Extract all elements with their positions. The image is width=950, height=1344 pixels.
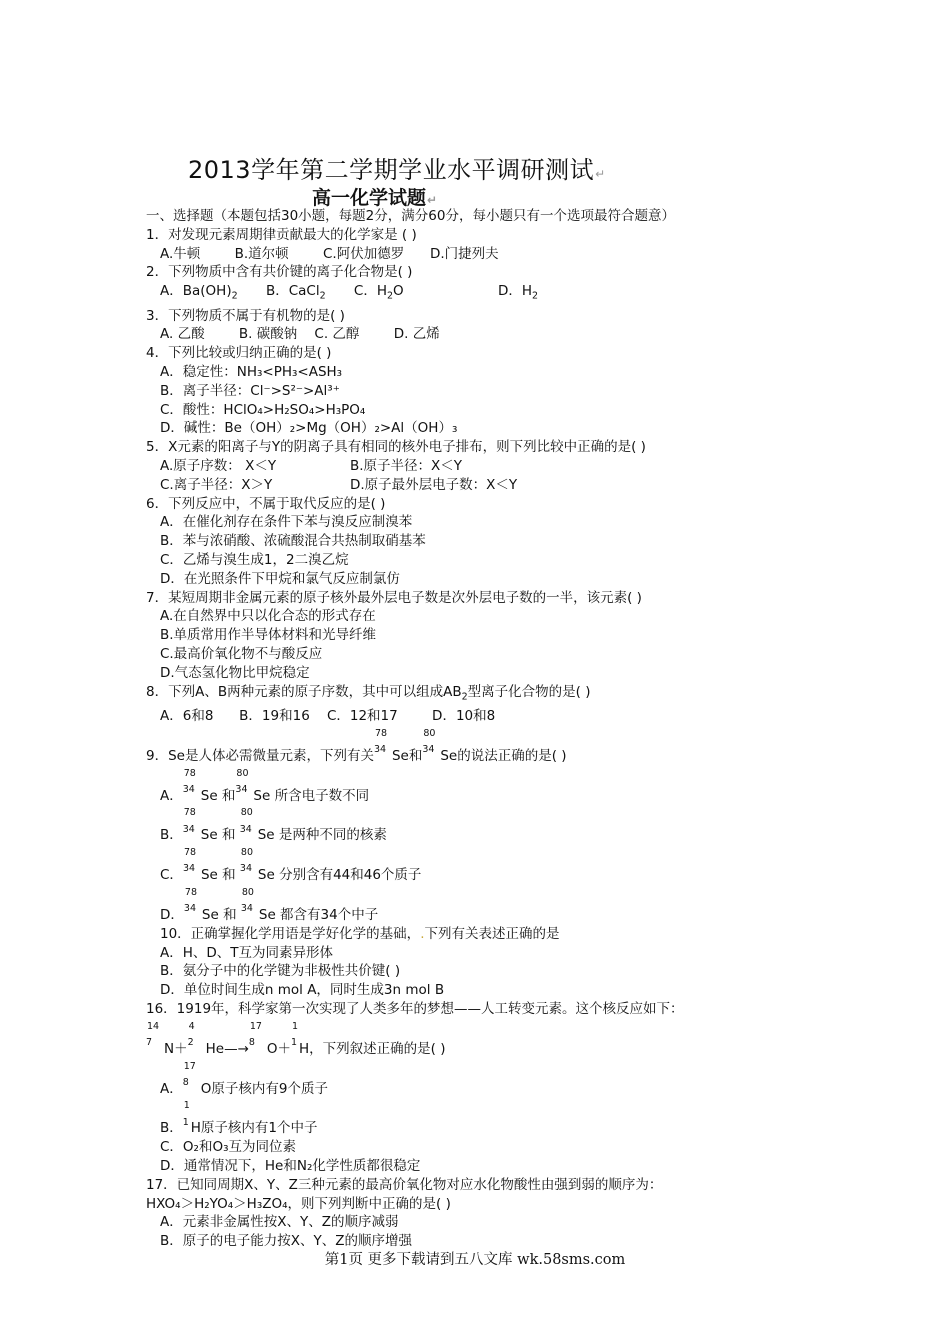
- q2-options: A．$Ba(OH)_2$ B．CaCl$_2$ C．$H_2O$ D．$H_2$: [160, 283, 539, 302]
- question-list: [146, 207, 806, 1251]
- q6-option-a: A．在催化剂存在条件下苯与溴反应制溴苯: [160, 514, 413, 531]
- q5-options-row1: A.原子序数： X＜Y B.原子半径：X＜Y: [160, 458, 463, 475]
- q9-stem: 9．Se是人体必需微量元素，下列有关 78 34 Se和 80 34 Se的说法正确的是( ): [146, 727, 567, 764]
- q7-stem: 7．某短周期非金属元素的原子核外最外层电子数是次外层电子数的一半，该元素( ): [146, 589, 642, 606]
- q2-stem: 2．下列物质中含有共价键的离子化合物是( ): [146, 264, 413, 281]
- q16-option-d: D．通常情况下，He和N₂化学性质都很稳定: [160, 1158, 421, 1175]
- q16-equation: 14 7 N＋ 4 2 He—→ 17 8 O＋ 1 1 H，下列叙述正确的是( ): [146, 1020, 446, 1057]
- q17-stem-line2: HXO₄＞H₂YO₄＞H₃ZO₄，则下列判断中正确的是( ): [146, 1195, 451, 1212]
- q4-option-c: C．酸性：HClO₄>H₂SO₄>H₃PO₄: [160, 401, 366, 418]
- isotope-se80: 80 34: [422, 727, 436, 756]
- exam-subtitle: 高一化学试题↵: [312, 187, 438, 209]
- exam-title: 2013学年第二学期学业水平调研测试↵: [188, 156, 606, 184]
- q6-stem: 6．下列反应中，不属于取代反应的是( ): [146, 495, 386, 512]
- q8-options: A．6和8 B．19和16 C．12和17 D．10和8: [160, 708, 496, 725]
- q4-option-d: D．碱性：Be（OH）₂>Mg（OH）₂>Al（OH）₃: [160, 420, 458, 437]
- q10-option-a: A．H、D、T互为同素异形体: [160, 944, 334, 961]
- q3-stem: 3．下列物质不属于有机物的是( ): [146, 307, 345, 324]
- q6-option-d: D．在光照条件下甲烷和氯气反应制氯仿: [160, 570, 400, 587]
- q4-option-b: B．离子半径：Cl⁻>S²⁻>Al³⁺: [160, 382, 340, 399]
- q10-option-d: D．单位时间生成n mol A，同时生成3n mol B: [160, 982, 445, 999]
- q4-stem: 4．下列比较或归纳正确的是( ): [146, 345, 332, 362]
- q8-stem: 8．下列A、B两种元素的原子序数，其中可以组成$AB_2$型离子化合物的是( ): [146, 683, 591, 703]
- q16-option-c: C．O₂和O₃互为同位素: [160, 1139, 297, 1156]
- q7-option-c: C.最高价氧化物不与酸反应: [160, 646, 323, 663]
- q7-option-d: D.气态氢化物比甲烷稳定: [160, 664, 310, 681]
- q16-option-b: B． 1 1 H原子核内有1个中子: [160, 1100, 318, 1137]
- q10-option-b: B．氨分子中的化学键为非极性共价键( ): [160, 963, 401, 980]
- q1-stem: 1．对发现元素周期律贡献最大的化学家是 ( ): [146, 226, 417, 243]
- paragraph-mark-icon: ↵: [595, 167, 606, 181]
- isotope-se78: 78 34: [373, 727, 388, 756]
- q3-options: A. 乙酸 B. 碳酸钠 C. 乙醇 D. 乙烯: [160, 326, 440, 343]
- q4-option-a: A．稳定性：NH₃<PH₃<ASH₃: [160, 364, 343, 381]
- section-heading: 一、选择题（本题包括30小题，每题2分，满分60分，每小题只有一个选项最符合题意）: [146, 208, 675, 224]
- q5-stem: 5．X元素的阳离子与Y的阴离子具有相同的核外电子排布，则下列比较中正确的是( ): [146, 439, 646, 456]
- q7-option-b: B.单质常用作半导体材料和光导纤维: [160, 627, 377, 644]
- q17-option-a: A．元素非金属性按X、Y、Z的顺序减弱: [160, 1214, 399, 1231]
- q9-option-d: D． 78 34 Se 和 80 34 Se 都含有34个中子: [160, 887, 379, 924]
- q9-option-c: C． 78 34 Se 和 80 34 Se 分别含有44和46个质子: [160, 847, 422, 884]
- q5-options-row2: C.离子半径：X＞Y D.原子最外层电子数：X＜Y: [160, 476, 518, 493]
- q17-stem: 17．已知同周期X、Y、Z三种元素的最高价氧化物对应水化物酸性由强到弱的顺序为：: [146, 1176, 663, 1193]
- q7-option-a: A.在自然界中只以化合态的形式存在: [160, 608, 376, 625]
- q17-option-b: B．原子的电子能力按X、Y、Z的顺序增强: [160, 1233, 413, 1250]
- paragraph-mark-icon: ↵: [427, 193, 438, 207]
- q6-option-b: B．苯与浓硝酸、浓硫酸混合共热制取硝基苯: [160, 533, 426, 550]
- q16-stem: 16．1919年，科学家第一次实现了人类多年的梦想——人工转变元素。这个核反应如下：: [146, 1001, 684, 1018]
- page-footer: 第1页 更多下载请到五八文库 wk.58sms.com: [324, 1252, 626, 1268]
- q10-stem: 10．正确掌握化学用语是学好化学的基础，.下列有关表述正确的是: [160, 925, 560, 942]
- q9-option-a: A． 78 34 Se 和 80 34 Se 所含电子数不同: [160, 767, 370, 804]
- q1-options: A.牛顿 B.道尔顿 C.阿伏加德罗 D.门捷列夫: [160, 245, 499, 262]
- q6-option-c: C．乙烯与溴生成1，2二溴乙烷: [160, 552, 349, 569]
- q9-option-b: B． 78 34 Se 和 80 34 Se 是两种不同的核素: [160, 807, 387, 844]
- q16-option-a: A． 17 8 O原子核内有9个质子: [160, 1060, 328, 1097]
